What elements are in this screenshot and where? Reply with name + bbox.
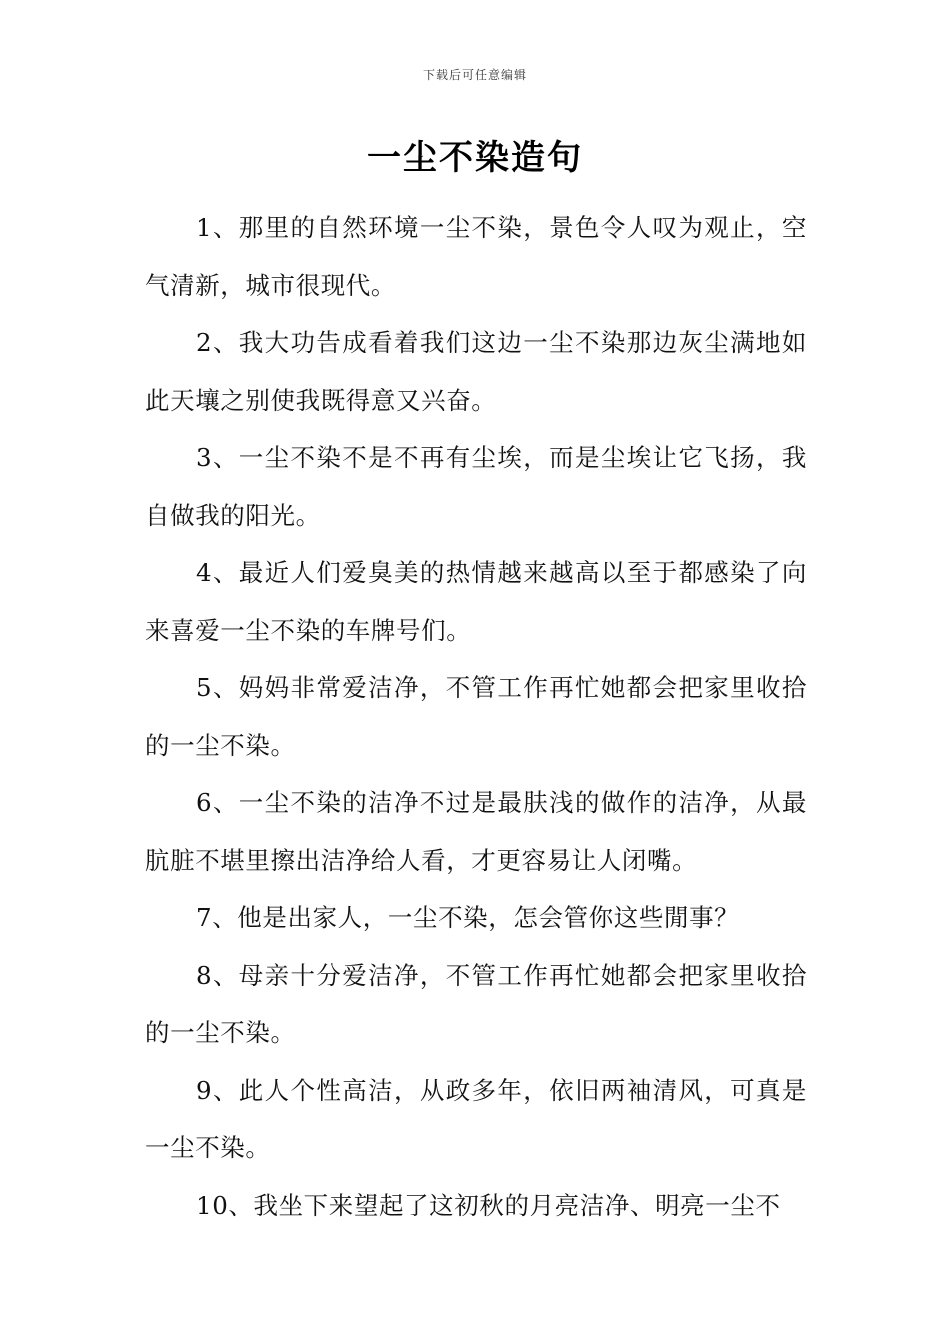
document-title: 一尘不染造句: [367, 138, 583, 178]
sentence-list: [145, 199, 807, 1234]
header-note: 下载后可任意编辑: [422, 68, 527, 82]
sentence-4: 4、最近人们爱臭美的热情越来越高以至于都感染了向来喜爱一尘不染的车牌号们。: [145, 558, 807, 645]
sentence-10: 10、我坐下来望起了这初秋的月亮洁净、明亮一尘不: [196, 1190, 781, 1220]
sentence-8: 8、母亲十分爱洁净，不管工作再忙她都会把家里收拾的一尘不染。: [145, 960, 807, 1047]
sentence-7: 7、他是出家人，一尘不染，怎会管你这些閒事？: [196, 903, 740, 932]
sentence-3: 3、一尘不染不是不再有尘埃，而是尘埃让它飞扬，我自做我的阳光。: [145, 443, 807, 530]
sentence-6: 6、一尘不染的洁净不过是最肤浅的做作的洁净，从最肮脏不堪里擦出洁净给人看，才更容易让人闭嘴。: [145, 788, 807, 875]
sentence-9: 9、此人个性高洁，从政多年，依旧两袖清风，可真是一尘不染。: [145, 1075, 807, 1162]
sentence-2: 2、我大功告成看着我们这边一尘不染那边灰尘满地如此天壤之别使我既得意又兴奋。: [145, 328, 807, 415]
sentence-1: 1、那里的自然环境一尘不染，景色令人叹为观止，空气清新，城市很现代。: [145, 213, 807, 300]
sentence-5: 5、妈妈非常爱洁净，不管工作再忙她都会把家里收拾的一尘不染。: [145, 673, 807, 760]
